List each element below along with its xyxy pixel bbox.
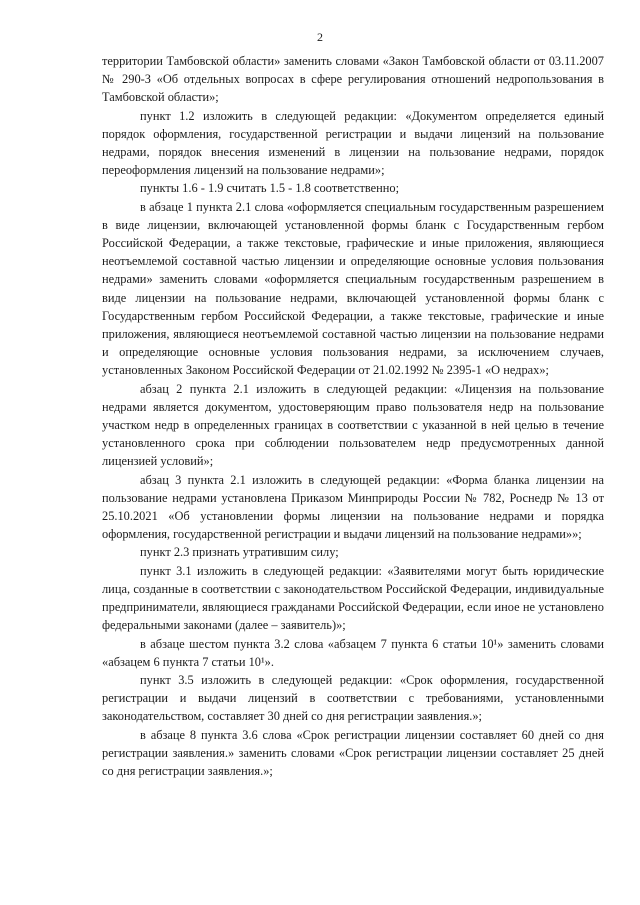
paragraph: территории Тамбовской области» заменить словами «Закон Тамбовской области от 03.11.2007 № 290-З «Об отдельных вопросах в сфере регулирования отношений недропользования в Тамбовской области»; (102, 54, 604, 105)
paragraph: абзац 2 пункта 2.1 изложить в следующей редакции: «Лицензия на пользование недрами является документом, удостоверяющим право пользователя недр на пользование участком недр в определенных границах в соответствии с указанной в ней целью в течение установленного срока при соблюдении пользователем недр предусмотренных данной лицензией условий»; (102, 381, 604, 469)
paragraph: в абзаце 8 пункта 3.6 слова «Срок регистрации лицензии составляет 60 дней со дня регистрации заявления.» заменить словами «Срок регистрации лицензии составляет 25 дней со дня регистрации заявления.»; (102, 727, 604, 778)
paragraph: в абзаце 1 пункта 2.1 слова «оформляется специальным государственным разрешением в виде лицензии, включающей установленной формы бланк с Государственным гербом Российской Федерации, а также текстовые, графические и иные приложения, являющиеся неотъемлемой составной частью лицензии и определяющие основные условия пользования недрами» заменить словами «оформляется специальным государственным разрешением в виде лицензии на пользование недрами, включающей установленной формы бланк с Государственным гербом Российской Федерации, а также текстовые, графические и иные приложения, являющиеся неотъемлемой составной частью лицензии на пользование недрами и определяющие основные условия пользования недрами, за исключением случаев, установленных Законом Российской Федерации от 21.02.1992 № 2395-1 «О недрах»; (102, 199, 604, 378)
paragraph: абзац 3 пункта 2.1 изложить в следующей редакции: «Форма бланка лицензии на пользование недрами установлена Приказом Минприроды России № 782, Роснедр № 13 от 25.10.2021 «Об установлении формы лицензии на пользование недрами и порядка оформления, государственной регистрации и выдачи лицензий на пользование недрами»»; (102, 472, 604, 542)
paragraph: в абзаце шестом пункта 3.2 слова «абзацем 7 пункта 6 статьи 10¹» заменить словами «абзацем 6 пункта 7 статьи 10¹». (102, 636, 604, 669)
paragraph: пункт 1.2 изложить в следующей редакции: «Документом определяется единый порядок оформления, государственной регистрации и выдачи лицензий на пользование недрами, порядок внесения изменений в лицензии на пользование недрами, порядок переоформления лицензий на пользование недрами»; (102, 108, 604, 178)
document-body (102, 52, 604, 780)
paragraph: пункты 1.6 - 1.9 считать 1.5 - 1.8 соответственно; (140, 181, 400, 196)
paragraph: пункт 3.5 изложить в следующей редакции: «Срок оформления, государственной регистрации и выдачи лицензий в соответствии с требованиями, установленными законодательством, составляет 30 дней со дня регистрации заявления.»; (102, 672, 604, 724)
page-number: 2 (317, 30, 323, 44)
paragraph: пункт 3.1 изложить в следующей редакции: «Заявителями могут быть юридические лица, созданные в соответствии с законодательством Российской Федерации, индивидуальные предприниматели, являющиеся гражданами Российской Федерации, если иное не установлено федеральными законами (далее – заявитель)»; (102, 563, 604, 633)
paragraph: пункт 2.3 признать утратившим силу; (140, 545, 339, 560)
